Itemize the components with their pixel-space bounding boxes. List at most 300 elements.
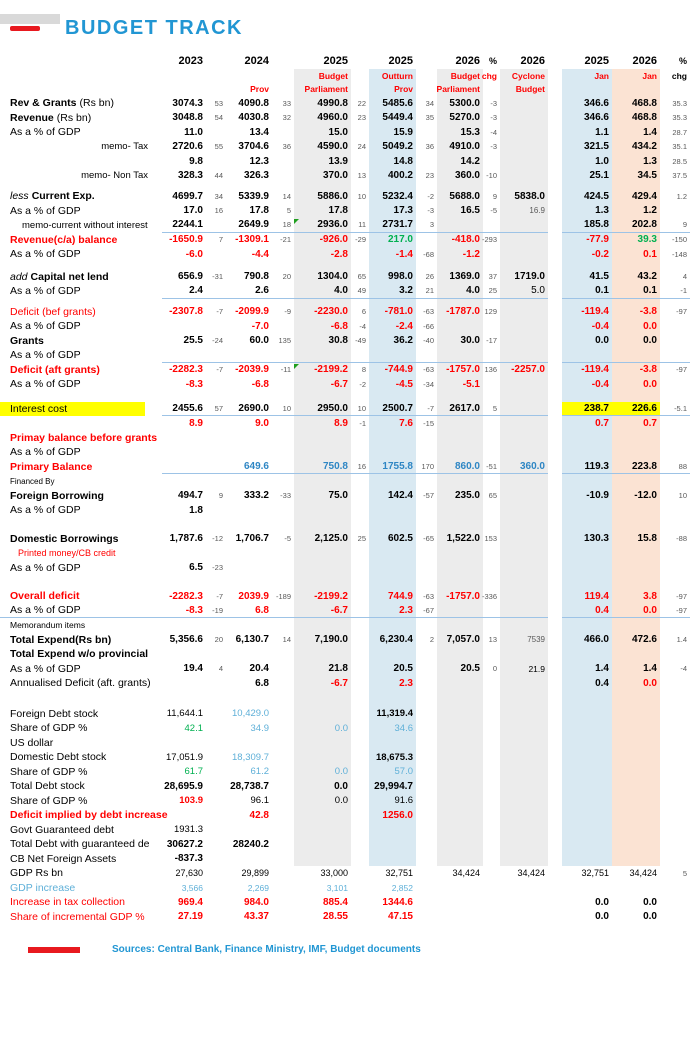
column-gap — [548, 489, 562, 504]
cell-c2 — [660, 204, 690, 219]
cell-b6 — [437, 750, 483, 765]
cell-c2 — [660, 319, 690, 334]
cell-ch — [483, 546, 500, 561]
cell-v23: 27,630 — [175, 868, 203, 879]
cell-s1: 53 — [214, 98, 223, 108]
label-text: (Rs bn) — [56, 111, 92, 124]
cell-cy — [500, 262, 548, 270]
cell-s4 — [416, 431, 437, 446]
cell-s4 — [416, 676, 437, 691]
cell-bp: 2950.0 — [294, 402, 351, 417]
cell-s2: -5 — [284, 534, 291, 544]
cell-cy — [500, 431, 548, 446]
cell-ot: Prov — [369, 82, 416, 96]
column-gap — [548, 284, 562, 299]
cell-v23: -2282.3 — [169, 590, 203, 602]
cell-j5 — [562, 575, 612, 589]
cell-bp — [294, 647, 351, 662]
cell-b6 — [437, 561, 483, 576]
cell-v24 — [226, 69, 272, 82]
cell-v23: 30627.2 — [166, 838, 203, 850]
cell-j5: -119.4 — [562, 363, 612, 378]
cell-ch — [483, 431, 500, 446]
cell-b6 — [437, 647, 483, 662]
cell-s1 — [206, 721, 226, 736]
cell-cy — [500, 837, 548, 852]
cell-bp — [294, 518, 351, 532]
row-label — [0, 895, 162, 910]
cell-cy — [500, 474, 548, 489]
row-label — [0, 416, 162, 431]
cell-v24 — [226, 691, 272, 707]
cell-v24: 9.0 — [255, 417, 269, 429]
cell-cy — [500, 575, 548, 589]
cell-c2 — [660, 518, 690, 532]
cell-j6 — [612, 503, 660, 518]
column-gap — [548, 140, 562, 155]
cell-v24: 61.2 — [250, 766, 269, 778]
cell-j5 — [562, 837, 612, 852]
cell-j5: -0.2 — [562, 247, 612, 262]
cell-s3 — [351, 604, 369, 619]
column-gap — [548, 808, 562, 823]
cell-s3 — [351, 881, 369, 896]
cell-s4 — [416, 618, 437, 633]
cell-v24: 333.2 — [243, 490, 269, 502]
row-label — [0, 348, 162, 363]
row-label — [0, 750, 162, 765]
column-gap — [548, 270, 562, 285]
cell-v23: -1650.9 — [169, 234, 203, 246]
cell-s1: 9 — [218, 491, 223, 501]
cell-c2: -5.1 — [660, 402, 690, 417]
cell-s3 — [351, 837, 369, 852]
cell-v24: 2.6 — [226, 284, 272, 299]
cell-s1 — [206, 460, 226, 475]
cell-ch: -3 — [490, 113, 497, 123]
cell-s4 — [416, 765, 437, 780]
label-text: CB Net Foreign Assets — [10, 852, 117, 865]
cell-v23 — [162, 575, 206, 589]
cell-s4: -40 — [423, 336, 434, 346]
cell-s1 — [206, 474, 226, 489]
cell-j6: 43.2 — [612, 270, 660, 285]
cell-c2 — [660, 823, 690, 838]
cell-v24: 6.8 — [226, 604, 272, 619]
cell-v23: 2023 — [178, 54, 203, 67]
cell-ch — [483, 392, 500, 402]
cell-s3: 24 — [357, 142, 366, 152]
table-row — [0, 589, 690, 604]
cell-cy — [500, 647, 548, 662]
row-label — [0, 111, 162, 126]
cell-ot: 18,675.3 — [369, 750, 416, 765]
cell-s2 — [272, 474, 294, 489]
cell-bp — [294, 823, 351, 838]
cell-c2 — [660, 561, 690, 576]
row-label — [0, 676, 162, 691]
cell-v24: 20.4 — [249, 663, 269, 675]
cell-cy: 21.9 — [500, 662, 548, 677]
cell-ot: 744.9 — [369, 589, 416, 604]
cell-c2: 28.5 — [672, 156, 687, 166]
label-text: Increase in tax collection — [10, 896, 125, 909]
row-label — [0, 125, 162, 140]
cell-s2 — [272, 618, 294, 633]
cell-b6 — [437, 765, 483, 780]
cell-s4: -34 — [423, 379, 434, 389]
cell-v23 — [162, 518, 206, 532]
cell-j6 — [612, 881, 660, 896]
column-gap — [548, 247, 562, 262]
cell-v24: -2039.9 — [235, 364, 269, 376]
table-row — [0, 837, 690, 852]
row-label — [0, 233, 162, 248]
column-gap — [548, 334, 562, 349]
cell-c2 — [660, 546, 690, 561]
cell-ot — [369, 837, 416, 852]
header-row — [0, 69, 690, 82]
spacer-row — [0, 518, 690, 532]
cell-bp: 4590.0 — [294, 140, 351, 155]
cell-j6: 0.1 — [612, 284, 660, 299]
cell-c2: -150 — [671, 235, 687, 245]
cell-j5 — [562, 881, 612, 896]
row-label — [0, 910, 162, 925]
cell-s2 — [272, 750, 294, 765]
cell-v23 — [162, 392, 206, 402]
cell-ot: 34.6 — [369, 721, 416, 736]
label-text: Financed By — [10, 476, 55, 486]
cell-v23: 3048.8 — [172, 112, 203, 124]
cell-j5: -10.9 — [562, 489, 612, 504]
cell-cy — [500, 721, 548, 736]
table-row — [0, 561, 690, 576]
cell-s3 — [351, 618, 369, 633]
cell-ch — [483, 881, 500, 896]
cell-j6 — [612, 808, 660, 823]
cell-b6: 16.5 — [437, 204, 483, 219]
cell-v24: -7.0 — [251, 320, 269, 332]
cell-s2 — [272, 575, 294, 589]
cell-ot — [369, 262, 416, 270]
column-gap — [548, 431, 562, 446]
cell-s4: -63 — [423, 365, 434, 375]
cell-v24: 5339.9 — [238, 190, 269, 202]
cell-c2 — [660, 736, 690, 751]
cell-s2 — [272, 866, 294, 881]
row-label — [0, 474, 162, 489]
cell-ot: 2,852 — [391, 882, 413, 893]
cell-s2: 14 — [282, 635, 291, 645]
label-text: add — [10, 270, 28, 283]
cell-s3 — [351, 503, 369, 518]
cell-ch — [483, 794, 500, 809]
label-text: Revenue(c/a) balance — [10, 233, 118, 246]
cell-s1 — [206, 125, 226, 140]
label-text: memo- Tax — [101, 141, 148, 153]
cell-s4: 170 — [416, 460, 437, 475]
cell-s1: 20 — [214, 635, 223, 645]
cell-j6: 0.1 — [612, 247, 660, 262]
label-text: Current Exp. — [31, 190, 95, 203]
cell-s4 — [416, 662, 437, 677]
cell-v24: 13.4 — [249, 126, 269, 138]
cell-s2 — [272, 319, 294, 334]
cell-bp: 2025 — [323, 54, 348, 67]
cell-s4 — [416, 546, 437, 561]
cell-j5 — [562, 392, 612, 402]
cell-s2 — [272, 881, 294, 896]
cell-cy: 2026 — [520, 54, 545, 67]
table-row — [0, 474, 690, 489]
cell-bp — [294, 618, 351, 633]
cell-cy: Budget — [500, 82, 548, 96]
cell-c2: % — [678, 55, 687, 66]
cell-v24: 2024 — [244, 54, 269, 67]
cell-s4: 36 — [425, 142, 434, 152]
cell-j5 — [562, 750, 612, 765]
cell-v24: 6,130.7 — [235, 634, 269, 646]
cell-c2 — [660, 794, 690, 809]
cell-ot — [369, 691, 416, 707]
cell-c2 — [660, 618, 690, 633]
cell-j6: -12.0 — [612, 489, 660, 504]
column-gap — [548, 895, 562, 910]
column-gap — [548, 305, 562, 320]
cell-s3 — [351, 852, 369, 867]
label-text: Deficit (aft grants) — [10, 363, 100, 376]
cell-v24: 790.8 — [243, 271, 269, 283]
cell-j5 — [562, 707, 612, 722]
cell-ch — [483, 377, 500, 392]
row-label — [0, 604, 162, 619]
cell-v23: 28,695.9 — [164, 780, 203, 792]
cell-v23 — [162, 445, 206, 460]
cell-ot: 2731.7 — [369, 218, 416, 233]
cell-c2 — [660, 474, 690, 489]
cell-s4 — [416, 647, 437, 662]
cell-c2: -4 — [680, 664, 687, 674]
cell-s3 — [351, 154, 369, 169]
cell-ot — [369, 431, 416, 446]
cell-v23: 2455.6 — [162, 402, 206, 417]
cell-s1 — [206, 392, 226, 402]
cell-s3 — [351, 676, 369, 691]
cell-s3 — [351, 736, 369, 751]
cell-j6: 34.5 — [612, 169, 660, 184]
cell-j5: 424.5 — [562, 189, 612, 204]
cell-s1 — [206, 348, 226, 363]
cell-cy — [500, 707, 548, 722]
cell-s2 — [272, 503, 294, 518]
cell-s1: 7 — [218, 235, 223, 245]
table-row — [0, 503, 690, 518]
cell-cy — [500, 402, 548, 417]
cell-s1: -12 — [212, 534, 223, 544]
cell-j6: 202.8 — [612, 218, 660, 233]
cell-v24 — [226, 618, 272, 633]
row-label — [0, 837, 162, 852]
cell-s2 — [272, 377, 294, 392]
cell-b6 — [437, 852, 483, 867]
cell-c2: 4 — [682, 272, 687, 282]
cell-v24 — [226, 503, 272, 518]
cell-s2: 18 — [272, 218, 294, 233]
cell-s1 — [206, 247, 226, 262]
column-gap — [548, 154, 562, 169]
cell-j6 — [612, 392, 660, 402]
cell-s4 — [416, 794, 437, 809]
cell-s2 — [272, 662, 294, 677]
cell-c2 — [660, 765, 690, 780]
cell-j5 — [562, 808, 612, 823]
label-text: As a % of GDP — [10, 446, 81, 459]
cell-v24 — [226, 561, 272, 576]
table-row — [0, 125, 690, 140]
table-row — [0, 707, 690, 722]
cell-j5: 0.7 — [562, 416, 612, 431]
cell-s2: -9 — [284, 307, 291, 317]
column-gap — [548, 169, 562, 184]
cell-v23: 17.0 — [183, 205, 203, 217]
cell-j6 — [612, 262, 660, 270]
cell-s4: -15 — [423, 418, 434, 428]
cell-j5: 0.0 — [595, 896, 609, 908]
cell-ch — [483, 518, 500, 532]
cell-j6: 15.8 — [612, 532, 660, 547]
cell-s3: 6 — [361, 307, 366, 317]
cell-b6: -1.2 — [437, 247, 483, 262]
cell-c2: 10 — [678, 491, 687, 501]
cell-j5 — [562, 262, 612, 270]
footer-dash-icon — [28, 947, 80, 953]
cell-v24: 12.3 — [249, 155, 269, 167]
cell-s4: -63 — [423, 307, 434, 317]
row-label — [0, 823, 162, 838]
cell-s3 — [351, 647, 369, 662]
cell-s3 — [351, 52, 369, 69]
cell-ot: 6,230.4 — [369, 633, 416, 648]
label-text: Domestic Borrowings — [10, 532, 119, 545]
cell-s2 — [272, 348, 294, 363]
table-row — [0, 910, 690, 925]
cell-ch: 5 — [483, 402, 500, 417]
cell-b6 — [437, 823, 483, 838]
accent-dash-icon — [10, 26, 40, 31]
cell-v23: -2282.3 — [169, 364, 203, 376]
table-row — [0, 676, 690, 691]
cell-v24 — [226, 445, 272, 460]
table-row — [0, 96, 690, 111]
cell-s3 — [351, 392, 369, 402]
table-row — [0, 270, 690, 285]
cell-c2: -1 — [660, 284, 690, 299]
cell-cy — [500, 348, 548, 363]
cell-bp: 370.0 — [294, 169, 351, 184]
row-label — [0, 218, 162, 233]
cell-c2: 35.1 — [672, 142, 687, 152]
column-gap — [548, 518, 562, 532]
cell-j6: 468.8 — [612, 96, 660, 111]
cell-ch — [483, 247, 500, 262]
table-row — [0, 204, 690, 219]
spacer-row — [0, 262, 690, 270]
table-row — [0, 431, 690, 446]
row-label — [0, 707, 162, 722]
cell-ch — [483, 676, 500, 691]
label-text: Overall deficit — [10, 590, 80, 603]
cell-s2 — [272, 779, 294, 794]
cell-bp: 0.0 — [294, 765, 351, 780]
cell-v24: 10,429.0 — [232, 708, 269, 720]
cell-bp: 0.0 — [294, 721, 351, 736]
cell-ch: 25 — [483, 284, 500, 299]
cell-j5: 346.6 — [562, 96, 612, 111]
label-text: US dollar — [10, 736, 54, 749]
table-row — [0, 305, 690, 320]
label-text: (Rs bn) — [79, 97, 114, 110]
cell-cy — [500, 392, 548, 402]
cell-c2 — [660, 676, 690, 691]
cell-b6: 860.0 — [437, 460, 483, 475]
cell-s1 — [206, 218, 226, 233]
cell-v23: -8.3 — [162, 604, 206, 619]
cell-s1 — [206, 765, 226, 780]
cell-s1 — [206, 647, 226, 662]
cell-cy — [500, 765, 548, 780]
cell-b6: -418.0 — [437, 233, 483, 248]
cell-s3 — [351, 82, 369, 96]
cell-cy: 16.9 — [500, 204, 548, 219]
cell-s1 — [206, 503, 226, 518]
cell-s3: 13 — [357, 171, 366, 181]
table-row — [0, 154, 690, 169]
cell-ot: 14.8 — [369, 154, 416, 169]
cell-v24: 984.0 — [243, 896, 269, 908]
cell-cy — [500, 503, 548, 518]
table-row — [0, 247, 690, 262]
cell-v24 — [226, 262, 272, 270]
cell-j6: 434.2 — [612, 140, 660, 155]
cell-s3 — [351, 707, 369, 722]
cell-s3 — [351, 247, 369, 262]
cell-j5 — [562, 474, 612, 489]
cell-cy — [500, 910, 548, 925]
table-row — [0, 402, 690, 417]
cell-cy: 360.0 — [500, 460, 548, 475]
cell-v23: -8.3 — [185, 378, 203, 390]
cell-v23: 2.4 — [162, 284, 206, 299]
cell-b6 — [437, 218, 483, 233]
cell-cy — [500, 561, 548, 576]
cell-v23: 27.19 — [177, 911, 203, 923]
row-label — [0, 189, 162, 204]
cell-c2 — [660, 348, 690, 363]
cell-j6 — [612, 575, 660, 589]
sources-text: Sources: Central Bank, Finance Ministry, IMF, Budget documents — [112, 944, 421, 955]
cell-s1 — [206, 377, 226, 392]
cell-cy — [500, 334, 548, 349]
cell-b6 — [437, 392, 483, 402]
table-row — [0, 460, 690, 475]
row-label — [0, 305, 162, 320]
cell-v24: 42.8 — [249, 809, 269, 821]
cell-c2 — [660, 852, 690, 867]
cell-s4: 26 — [425, 272, 434, 282]
label-text: Govt Guaranteed debt — [10, 823, 114, 836]
cell-s1: -24 — [212, 336, 223, 346]
